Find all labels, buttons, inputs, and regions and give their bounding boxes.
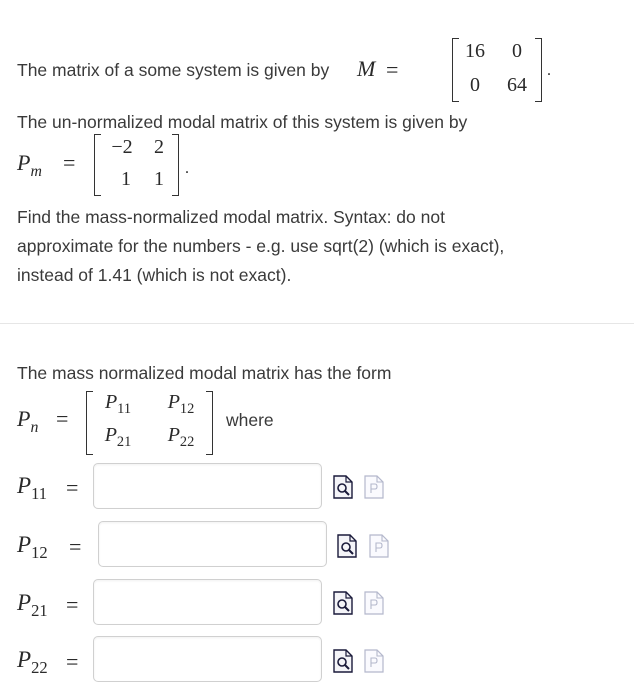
p11-input[interactable] [93, 463, 322, 509]
p21-input[interactable] [93, 579, 322, 625]
matrix-pn-cell: $P_{22}$ [167, 424, 195, 451]
p22-input[interactable] [93, 636, 322, 682]
equals-sign: = [386, 57, 399, 82]
answer-label: $P_{12}$ [17, 532, 48, 562]
intro-text: The matrix of a some system is given by [17, 60, 330, 80]
equals-sign: = [66, 592, 79, 617]
matrix-pn-cell: $P_{12}$ [167, 391, 195, 418]
equals-sign: = [69, 534, 82, 559]
syntax-help-icon[interactable] [364, 475, 384, 499]
pn-symbol: $P_n$ [17, 406, 39, 436]
matrix-m-cell: 0 [512, 40, 522, 62]
answer-label: $P_{22}$ [17, 647, 48, 677]
matrix-pn-cell: $P_{11}$ [104, 391, 132, 418]
where-label: where [226, 410, 274, 430]
matrix-pm-cell: −2 [111, 136, 133, 158]
formula-preview-icon[interactable] [333, 649, 353, 673]
pm-symbol: $P_m$ [17, 150, 42, 180]
matrix-m-symbol: M [357, 56, 376, 81]
answer-label: $P_{11}$ [17, 473, 47, 503]
matrix-pm-cell: 2 [154, 136, 164, 158]
equals-sign: = [66, 475, 79, 500]
formula-preview-icon[interactable] [333, 591, 353, 615]
p12-input[interactable] [98, 521, 327, 567]
instructions [17, 203, 504, 290]
syntax-help-icon[interactable] [364, 649, 384, 673]
section-divider [0, 323, 634, 324]
instructions-line: instead of 1.41 (which is not exact). [17, 265, 292, 285]
matrix-pm-cell: 1 [154, 168, 164, 190]
matrix-m-cell: 16 [465, 40, 485, 62]
formula-preview-icon[interactable] [333, 475, 353, 499]
equals-sign: = [63, 150, 76, 175]
instructions-line: Find the mass-normalized modal matrix. Syntax: do not [17, 207, 445, 227]
equals-sign: = [66, 649, 79, 674]
period: . [185, 160, 189, 177]
matrix-m-cell: 0 [470, 74, 480, 96]
matrix-m-cell: 64 [507, 74, 527, 96]
period: . [547, 62, 551, 79]
syntax-help-icon[interactable] [364, 591, 384, 615]
matrix-pn-cell: $P_{21}$ [104, 424, 132, 451]
form-text: The mass normalized modal matrix has the form [17, 363, 392, 383]
syntax-help-icon[interactable] [369, 534, 389, 558]
instructions-line: approximate for the numbers - e.g. use sqrt(2) (which is exact), [17, 236, 505, 256]
answer-label: $P_{21}$ [17, 590, 48, 620]
equals-sign: = [56, 406, 69, 431]
matrix-pm-cell: 1 [121, 168, 131, 190]
modal-text: The un-normalized modal matrix of this system is given by [17, 112, 468, 132]
formula-preview-icon[interactable] [337, 534, 357, 558]
